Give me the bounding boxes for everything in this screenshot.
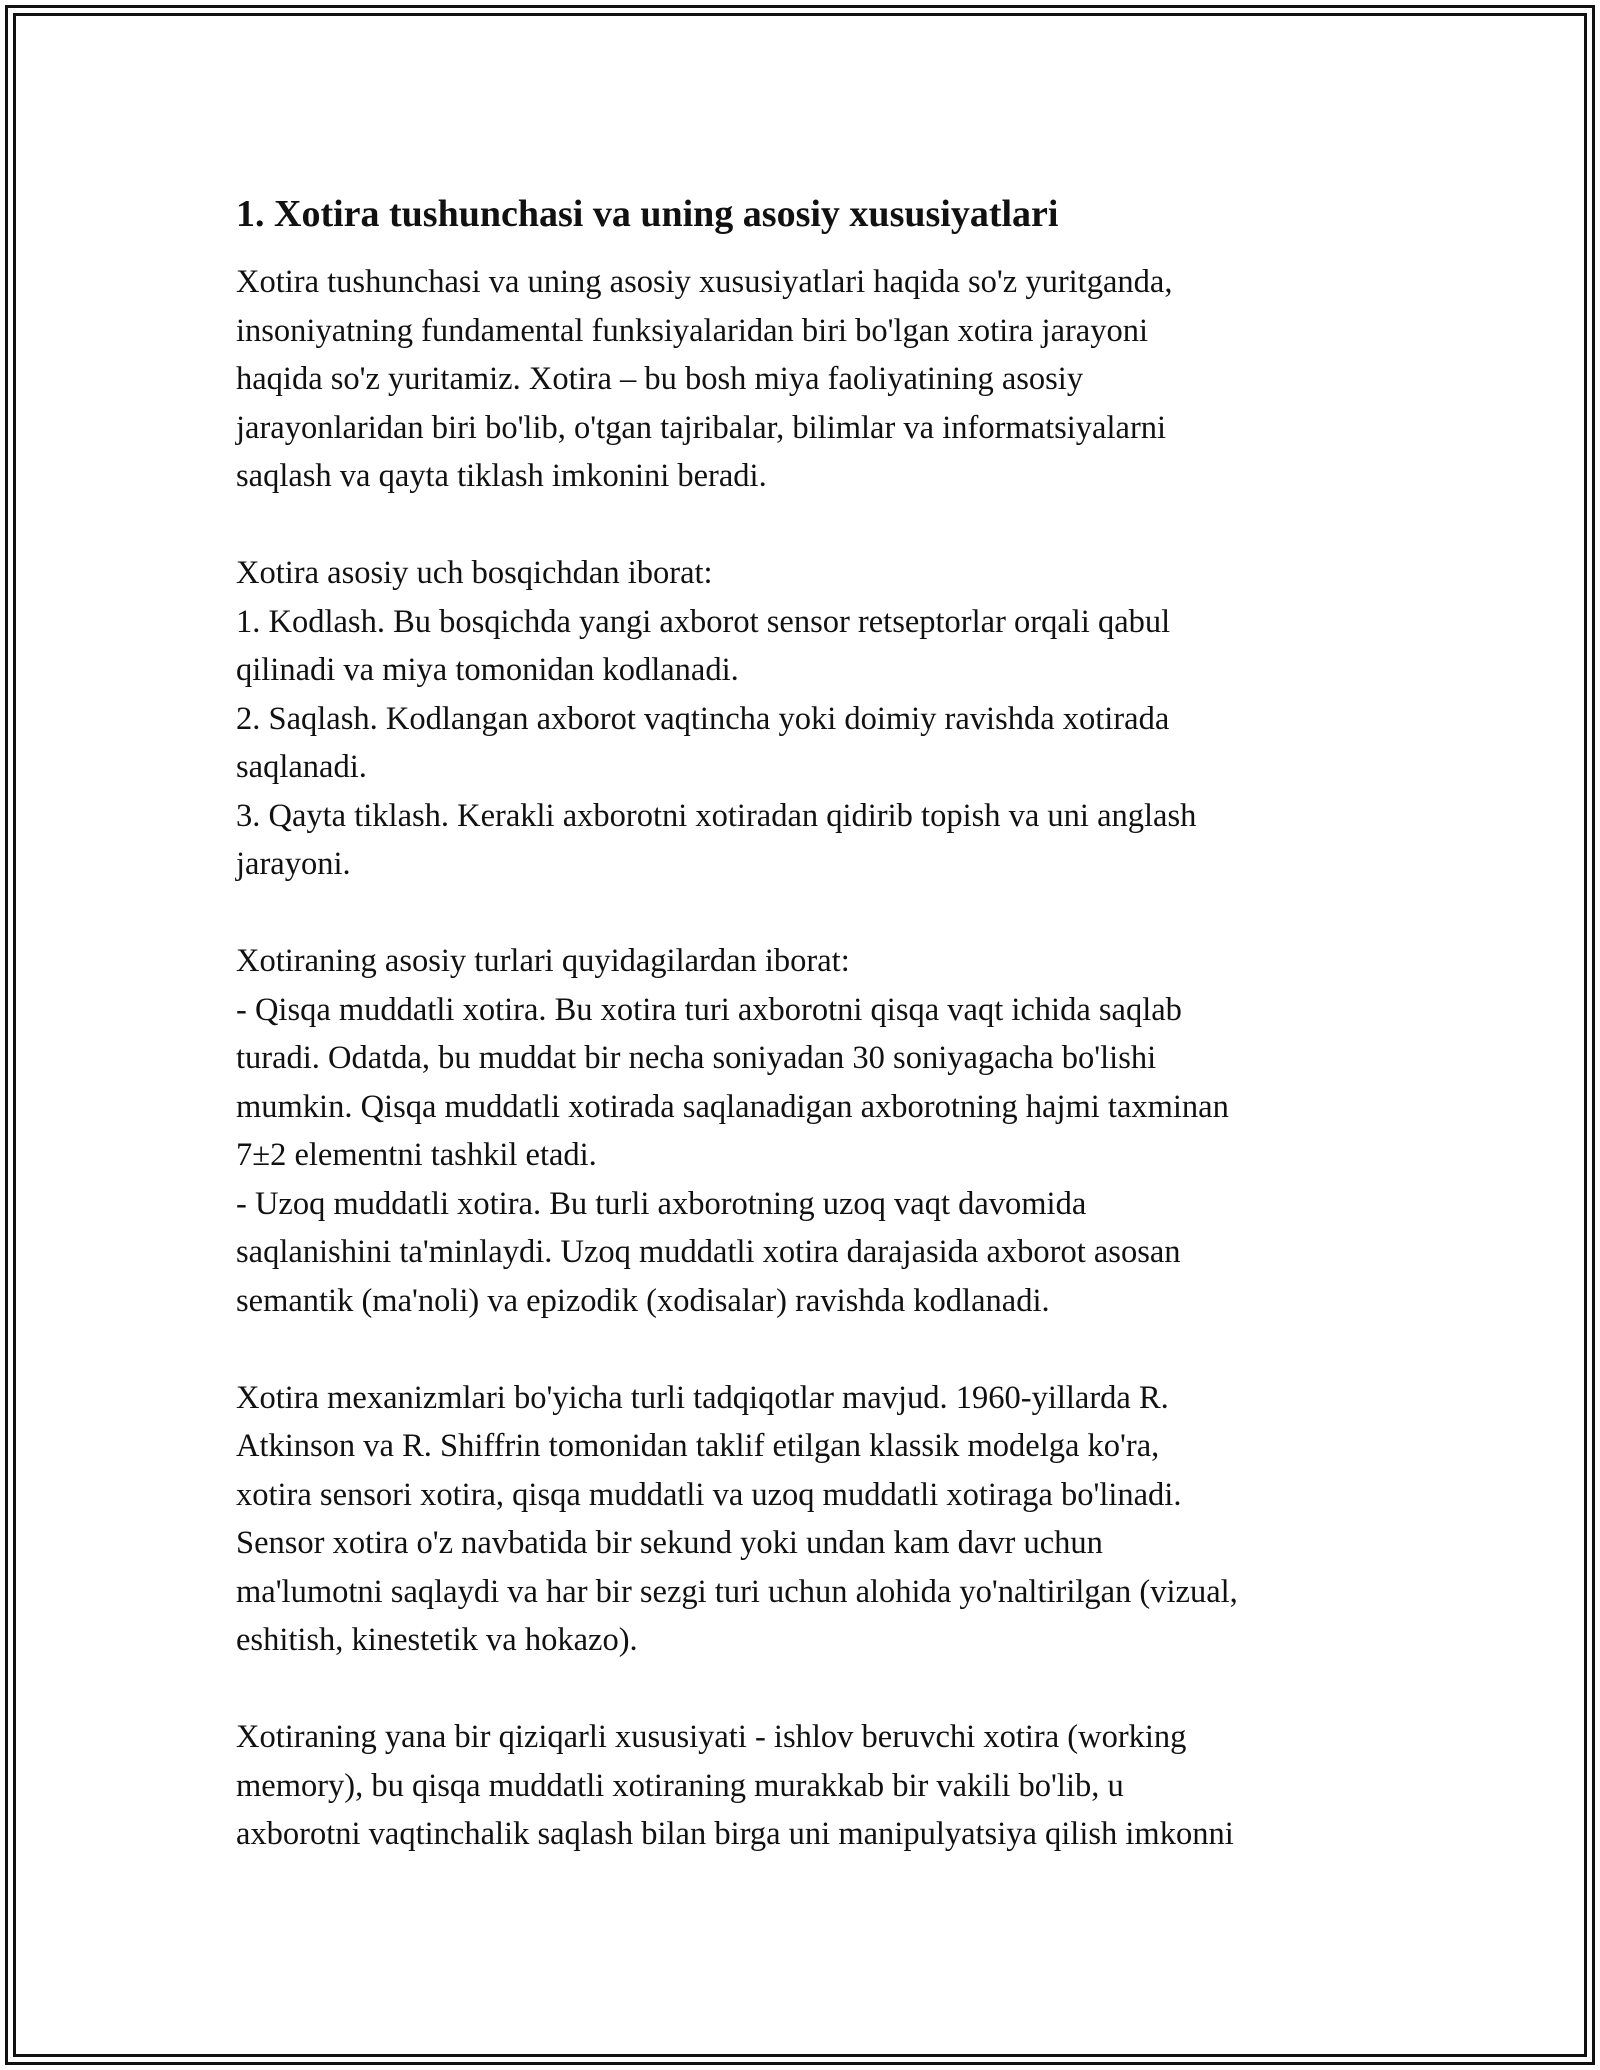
text-line: haqida so'z yuritamiz. Xotira – bu bosh miya faoliyatining asosiy bbox=[236, 361, 1084, 397]
paragraph-definition bbox=[236, 258, 1386, 501]
text-line: memory), bu qisqa muddatli xotiraning murakkab bir vakili bo'lib, u bbox=[236, 1767, 1124, 1804]
paragraph-working-memory bbox=[236, 1713, 1386, 1859]
text-line: mumkin. Qisqa muddatli xotirada saqlanadigan axborotning hajmi taxminan bbox=[236, 1088, 1229, 1125]
text-line: jarayoni. bbox=[236, 846, 351, 882]
text-line: 1. Kodlash. Bu bosqichda yangi axborot sensor retseptorlar orqali qabul bbox=[236, 603, 1171, 640]
text-line: Xotira mexanizmlari bo'yicha turli tadqiqotlar mavjud. 1960-yillarda R. bbox=[236, 1379, 1169, 1416]
document-body bbox=[236, 190, 1386, 1859]
text-line: semantik (ma'noli) va epizodik (xodisalar) ravishda kodlanadi. bbox=[236, 1282, 1050, 1319]
text-line: qilinadi va miya tomonidan kodlanadi. bbox=[236, 652, 739, 688]
paragraph-spacer bbox=[236, 889, 1386, 938]
paragraph-stages bbox=[236, 549, 1386, 889]
text-line: - Qisqa muddatli xotira. Bu xotira turi axborotni qisqa vaqt ichida saqlab bbox=[236, 991, 1182, 1028]
text-line: Xotira asosiy uch bosqichdan iborat: bbox=[236, 555, 713, 591]
text-line: saqlanadi. bbox=[236, 749, 367, 785]
text-line: xotira sensori xotira, qisqa muddatli va uzoq muddatli xotiraga bo'linadi. bbox=[236, 1476, 1182, 1513]
paragraph-spacer bbox=[236, 1325, 1386, 1374]
text-line: Xotira tushunchasi va uning asosiy xususiyatlari haqida so'z yuritganda, bbox=[236, 264, 1173, 300]
text-line: 3. Qayta tiklash. Kerakli axborotni xotiradan qidirib topish va uni anglash bbox=[236, 797, 1197, 834]
text-line: 2. Saqlash. Kodlangan axborot vaqtincha yoki doimiy ravishda xotirada bbox=[236, 700, 1170, 737]
paragraph-spacer bbox=[236, 501, 1386, 550]
text-line: - Uzoq muddatli xotira. Bu turli axborotning uzoq vaqt davomida bbox=[236, 1185, 1087, 1222]
section-heading: 1. Xotira tushunchasi va uning asosiy xususiyatlari bbox=[236, 193, 1059, 235]
text-line: Sensor xotira o'z navbatida bir sekund yoki undan kam davr uchun bbox=[236, 1525, 1103, 1561]
text-line: Atkinson va R. Shiffrin tomonidan taklif etilgan klassik modelga ko'ra, bbox=[236, 1428, 1160, 1464]
text-line: turadi. Odatda, bu muddat bir necha soniyadan 30 soniyagacha bo'lishi bbox=[236, 1040, 1157, 1076]
text-line: Xotiraning yana bir qiziqarli xususiyati - ishlov beruvchi xotira (working bbox=[236, 1719, 1187, 1755]
text-line: axborotni vaqtinchalik saqlash bilan birga uni manipulyatsiya qilish imkonni bbox=[236, 1816, 1234, 1852]
text-line: ma'lumotni saqlaydi va har bir sezgi turi uchun alohida yo'naltirilgan (vizual, bbox=[236, 1573, 1238, 1610]
paragraph-types bbox=[236, 937, 1386, 1325]
text-line: saqlash va qayta tiklash imkonini beradi. bbox=[236, 458, 767, 494]
text-line: eshitish, kinestetik va hokazo). bbox=[236, 1622, 638, 1658]
paragraph-spacer bbox=[236, 1665, 1386, 1714]
text-line: saqlanishini ta'minlaydi. Uzoq muddatli xotira darajasida axborot asosan bbox=[236, 1234, 1181, 1270]
text-line: 7±2 elementni tashkil etadi. bbox=[236, 1137, 597, 1173]
text-line: Xotiraning asosiy turlari quyidagilardan iborat: bbox=[236, 943, 850, 979]
text-line: jarayonlaridan biri bo'lib, o'tgan tajribalar, bilimlar va informatsiyalarni bbox=[236, 409, 1167, 446]
paragraph-mechanisms bbox=[236, 1374, 1386, 1665]
text-line: insoniyatning fundamental funksiyalaridan biri bo'lgan xotira jarayoni bbox=[236, 312, 1149, 349]
